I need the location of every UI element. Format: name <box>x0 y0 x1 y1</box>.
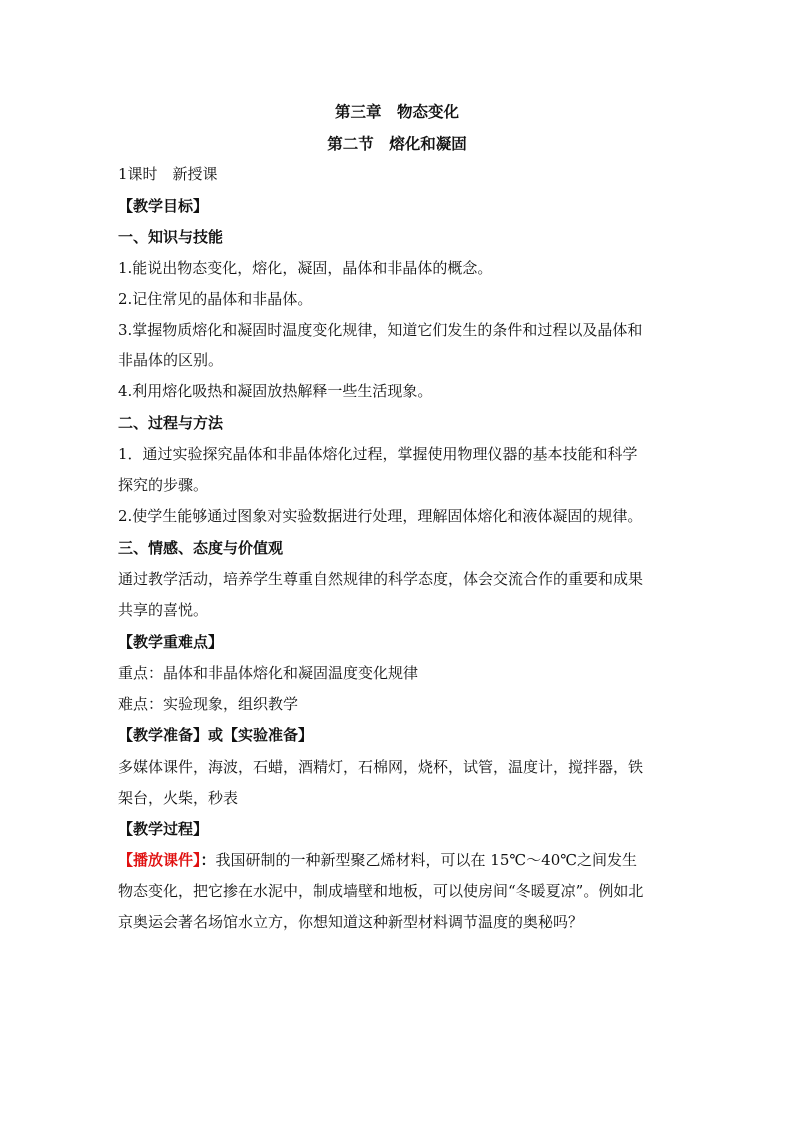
preparation-line: 架台，火柴，秒表 <box>118 789 239 807</box>
process-item: 探究的步骤。 <box>118 476 209 494</box>
process-text: 我国研制的一种新型聚乙烯材料，可以在 15℃～40℃之间发生 <box>215 851 638 869</box>
colon: ： <box>200 851 216 869</box>
attitude-item: 通过教学活动，培养学生尊重自然规律的科学态度，体会交流合作的重要和成果 <box>118 570 644 588</box>
knowledge-item: 2.记住常见的晶体和非晶体。 <box>118 290 313 308</box>
key-point: 重点：晶体和非晶体熔化和凝固温度变化规律 <box>118 664 419 682</box>
experiment-prep-label: 【实验准备】 <box>223 726 314 744</box>
teaching-prep-label: 【教学准备】 <box>118 726 209 744</box>
attitude-heading: 三、情感、态度与价值观 <box>118 539 284 557</box>
process-section-line <box>118 850 637 870</box>
process-item: 1．通过实验探究晶体和非晶体熔化过程，掌握使用物理仪器的基本技能和科学 <box>118 445 638 463</box>
or-label: 或 <box>208 726 224 744</box>
knowledge-heading: 一、知识与技能 <box>118 228 224 246</box>
key-points-heading: 【教学重难点】 <box>118 633 224 651</box>
difficult-point: 难点：实验现象，组织教学 <box>118 695 299 713</box>
play-courseware-label: 【播放课件】 <box>118 851 201 869</box>
objectives-heading: 【教学目标】 <box>118 197 209 215</box>
knowledge-item: 非晶体的区别。 <box>118 351 224 369</box>
lesson-info: 1课时 新授课 <box>118 165 218 183</box>
knowledge-item: 4.利用熔化吸热和凝固放热解释一些生活现象。 <box>118 382 433 400</box>
section-title: 第二节 熔化和凝固 <box>327 134 467 153</box>
process-section-heading: 【教学过程】 <box>118 820 209 838</box>
process-section-line: 京奥运会著名场馆水立方，你想知道这种新型材料调节温度的奥秘吗？ <box>118 913 584 931</box>
knowledge-item: 3.掌握物质熔化和凝固时温度变化规律，知道它们发生的条件和过程以及晶体和 <box>118 321 643 339</box>
process-heading: 二、过程与方法 <box>118 414 224 432</box>
attitude-item: 共享的喜悦。 <box>118 601 209 619</box>
preparation-line: 多媒体课件，海波，石蜡，酒精灯，石棉网，烧杯，试管，温度计，搅拌器，铁 <box>118 758 644 776</box>
chapter-title: 第三章 物态变化 <box>334 102 459 121</box>
process-item: 2.使学生能够通过图象对实验数据进行处理，理解固体熔化和液体凝固的规律。 <box>118 507 643 525</box>
process-section-line: 物态变化，把它掺在水泥中，制成墙壁和地板，可以使房间“冬暖夏凉”。例如北 <box>118 882 644 900</box>
preparation-heading <box>118 725 313 745</box>
knowledge-item: 1.能说出物态变化，熔化，凝固，晶体和非晶体的概念。 <box>118 259 493 277</box>
